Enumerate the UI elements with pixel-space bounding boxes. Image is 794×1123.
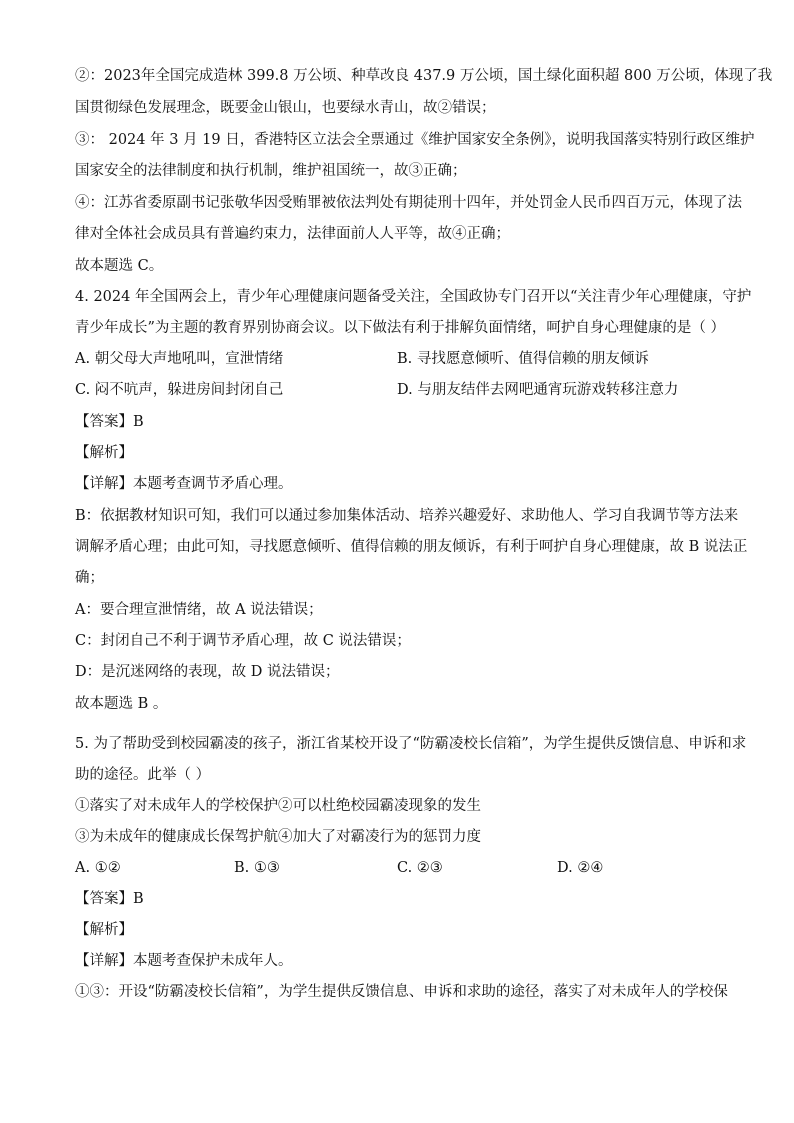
analysis-label: 【解析】 [75,445,133,461]
detail-label: 【详解】本题考查调节矛盾心理。 [75,476,293,492]
analysis-label: 【解析】 [75,922,133,938]
answer-label: 【答案】B [75,891,144,907]
question-5-statements: ①落实了对未成年人的学校保护②可以杜绝校园霸凌现象的发生 [75,798,481,814]
q5-option-d: D. ②④ [557,860,604,876]
q4-option-c: C. 闷不吭声，躲进房间封闭自己 [75,382,284,398]
detail-label: 【详解】本题考查保护未成年人。 [75,953,293,969]
text-line: 故本题选 B 。 [75,696,168,712]
q5-option-b: B. ①③ [234,860,280,876]
text-line: 确； [75,570,104,586]
text-line: C：封闭自己不利于调节矛盾心理，故 C 说法错误； [75,633,411,649]
q4-option-a: A. 朝父母大声地吼叫，宣泄情绪 [75,351,284,367]
question-4-stem: 青少年成长”为主题的教育界别协商会议。以下做法有利于排解负面情绪，呵护自身心理健康的是（ ） [75,320,726,336]
question-5-stem: 5. 为了帮助受到校园霸凌的孩子，浙江省某校开设了“防霸凌校长信箱”，为学生提供反馈信息、申诉和求 [75,736,747,752]
text-line: ②：2023年全国完成造林 399.8 万公顷、种草改良 437.9 万公顷，国土绿化面积超 800 万公顷，体现了我 [75,68,773,84]
text-line: ④：江苏省委原副书记张敬华因受贿罪被依法判处有期徒刑十四年，并处罚金人民币四百万元，体现了法 [75,195,742,211]
text-line: 故本题选 C。 [75,258,164,274]
question-4-stem: 4. 2024 年全国两会上，青少年心理健康问题备受关注，全国政协专门召开以“关注青少年心理健康，守护 [75,289,752,305]
q4-option-d: D. 与朋友结伴去网吧通宵玩游戏转移注意力 [397,382,679,398]
text-line: ③： 2024 年 3 月 19 日，香港特区立法会全票通过《维护国家安全条例》，说明我国落实特别行政区维护 [75,132,755,148]
q4-option-b: B. 寻找愿意倾听、值得信赖的朋友倾诉 [397,351,649,367]
question-5-stem: 助的途径。此举（ ） [75,767,211,783]
answer-label: 【答案】B [75,414,144,430]
q5-option-c: C. ②③ [397,860,443,876]
text-line: B：依据教材知识可知，我们可以通过参加集体活动、培养兴趣爱好、求助他人、学习自我调节等方法来 [75,508,739,524]
text-line: D：是沉迷网络的表现，故 D 说法错误； [75,664,340,680]
text-line: ①③：开设“防霸凌校长信箱”，为学生提供反馈信息、申诉和求助的途径，落实了对未成年人的学校保 [75,984,728,1000]
text-line: 调解矛盾心理；由此可知，寻找愿意倾听、值得信赖的朋友倾诉，有利于呵护自身心理健康，故 B 说法正 [75,539,748,555]
text-line: A：要合理宣泄情绪，故 A 说法错误； [75,602,323,618]
question-5-statements: ③为未成年的健康成长保驾护航④加大了对霸凌行为的惩罚力度 [75,829,481,845]
text-line: 国家安全的法律制度和执行机制，维护祖国统一，故③正确； [75,163,467,179]
q5-option-a: A. ①② [75,860,121,876]
text-line: 律对全体社会成员具有普遍约束力，法律面前人人平等，故④正确； [75,226,510,242]
text-line: 国贯彻绿色发展理念，既要金山银山，也要绿水青山，故②错误； [75,100,496,116]
